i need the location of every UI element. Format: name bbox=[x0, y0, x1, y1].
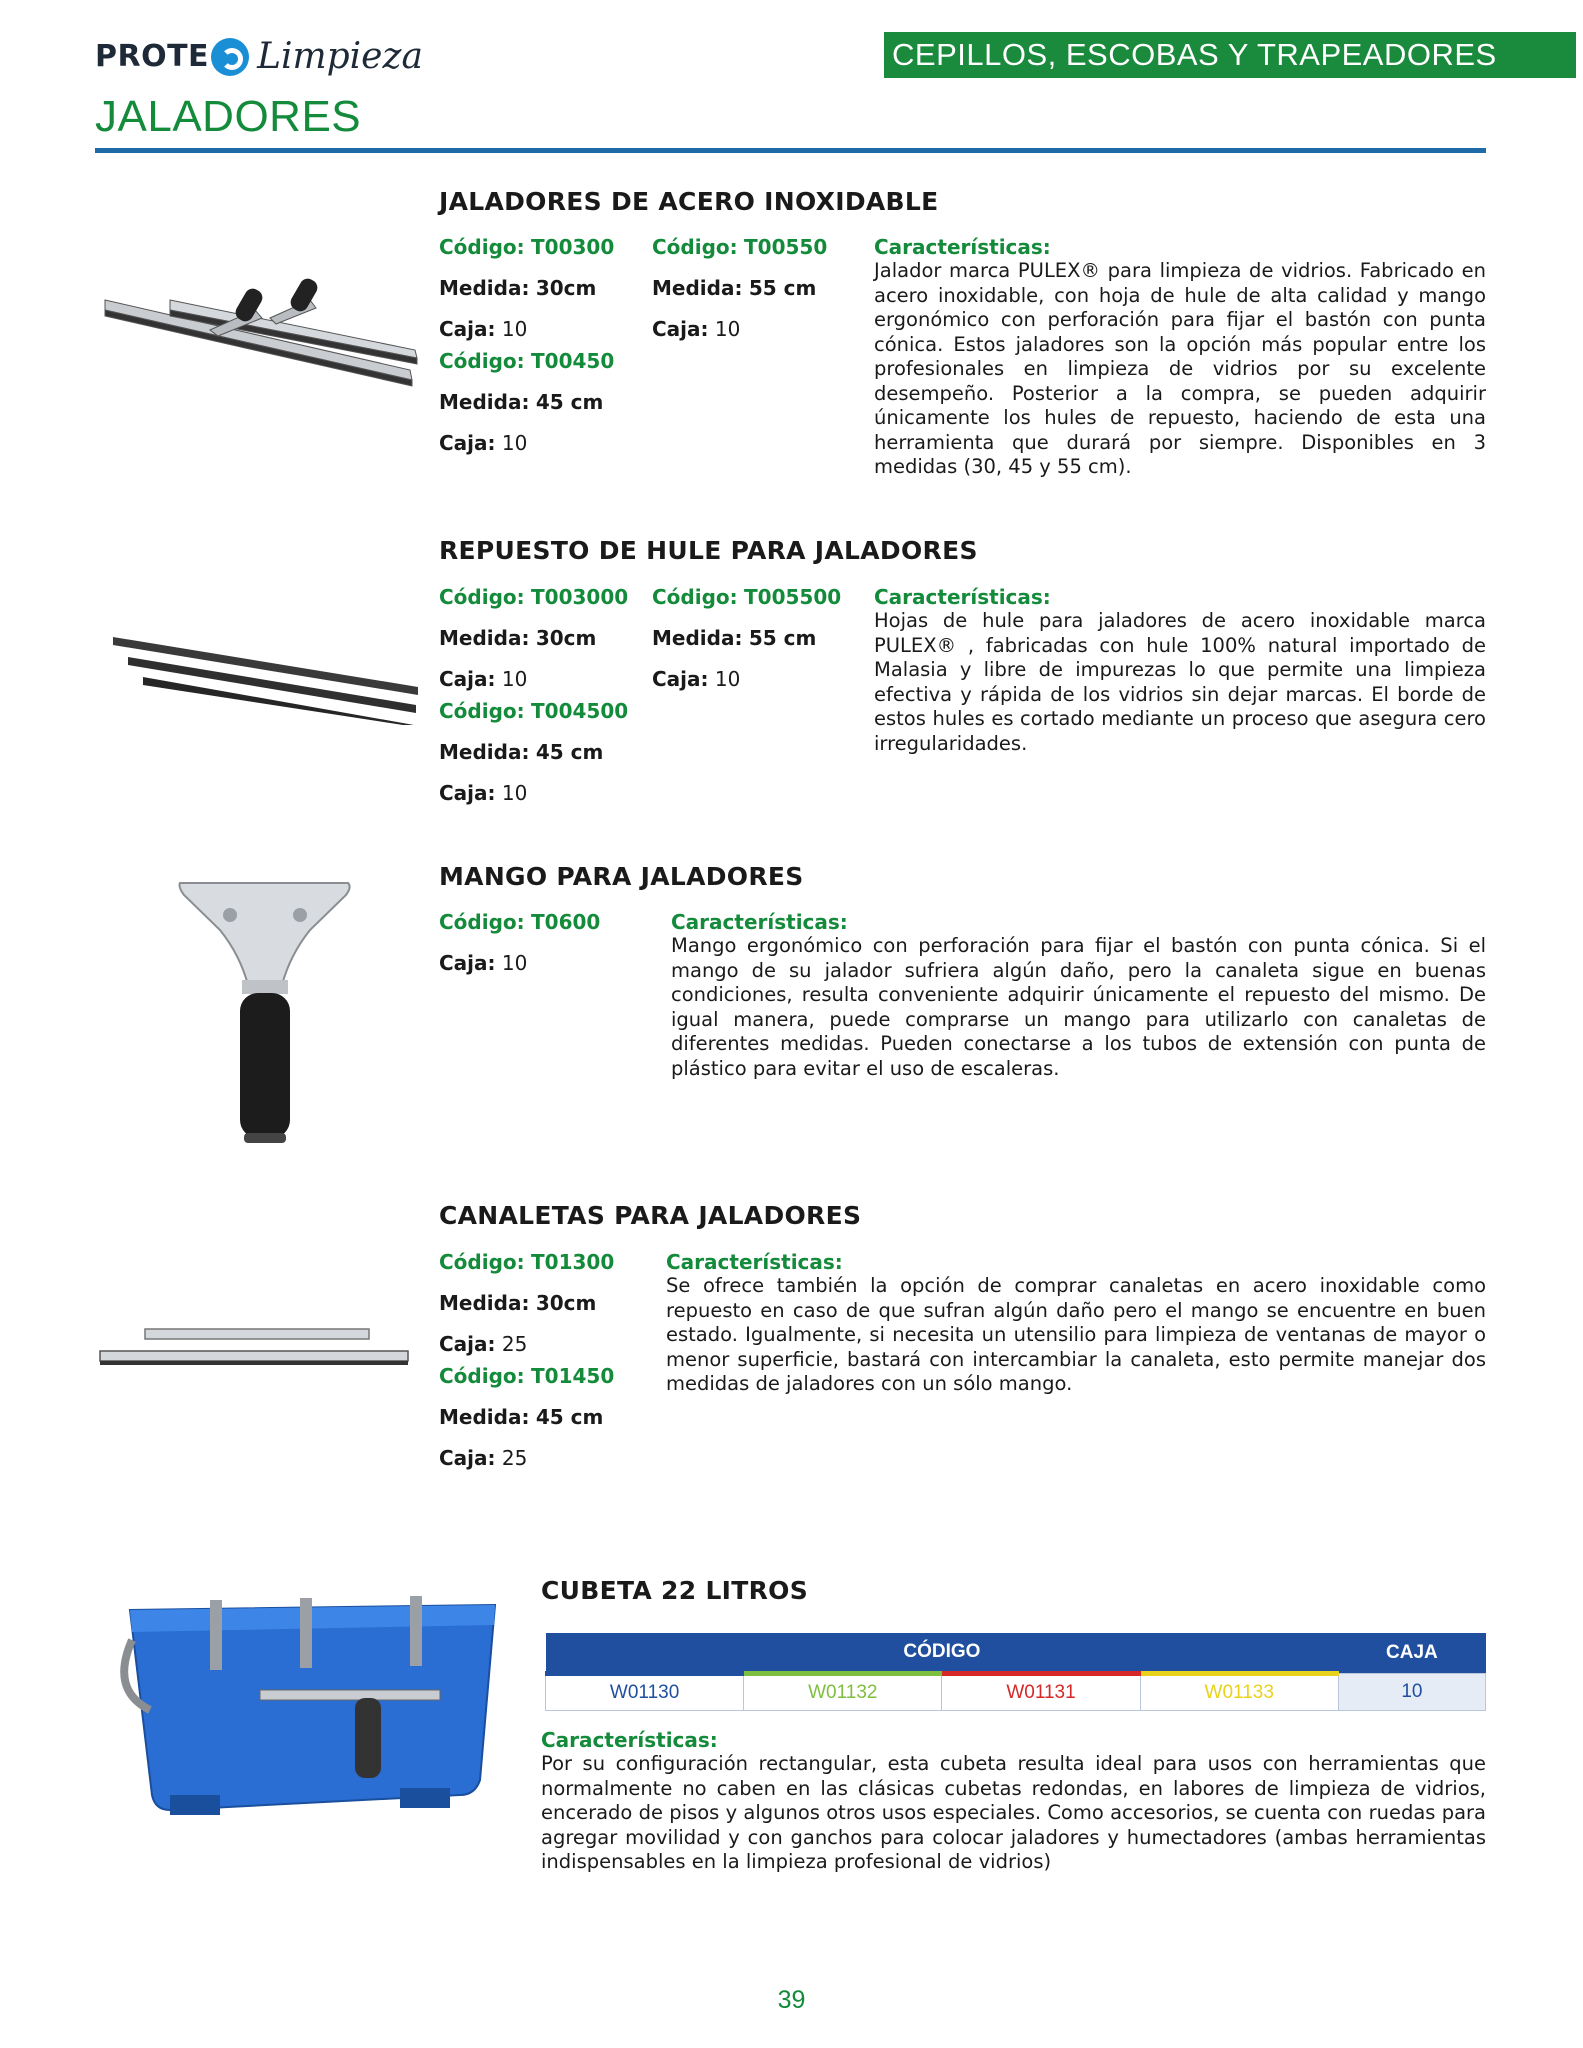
medida-value: 55 cm bbox=[748, 626, 817, 650]
codigo-label: Código: bbox=[652, 235, 738, 259]
medida-label: Medida: bbox=[439, 390, 530, 414]
medida-value: 30cm bbox=[535, 1291, 597, 1315]
codigo-label: Código: bbox=[439, 1250, 525, 1274]
product-spec-block bbox=[652, 585, 841, 691]
caja-label: Caja: bbox=[439, 317, 496, 341]
description-block bbox=[874, 235, 1486, 480]
caracteristicas-label: Características: bbox=[874, 585, 1051, 609]
bucket-image bbox=[110, 1580, 500, 1850]
medida-value: 45 cm bbox=[535, 740, 604, 764]
codigo-label: Código: bbox=[439, 699, 525, 723]
brand-script: Limpieza bbox=[257, 36, 423, 77]
cubeta-code-table bbox=[545, 1633, 1486, 1711]
codigo-label: Código: bbox=[439, 1364, 525, 1388]
caja-value: 10 bbox=[501, 667, 528, 691]
medida-value: 30cm bbox=[535, 626, 597, 650]
medida-value: 55 cm bbox=[748, 276, 817, 300]
caja-label: Caja: bbox=[439, 781, 496, 805]
product-spec-block bbox=[652, 235, 827, 341]
section-title: CUBETA 22 LITROS bbox=[541, 1576, 809, 1605]
caja-label: Caja: bbox=[652, 317, 709, 341]
section-title: JALADORES DE ACERO INOXIDABLE bbox=[439, 187, 939, 216]
medida-label: Medida: bbox=[439, 1405, 530, 1429]
caja-cell: 10 bbox=[1338, 1674, 1485, 1711]
codigo-label: Código: bbox=[652, 585, 738, 609]
codigo-label: Código: bbox=[439, 910, 525, 934]
codigo-value: T003000 bbox=[531, 585, 629, 609]
section-title: CANALETAS PARA JALADORES bbox=[439, 1201, 862, 1230]
handle-image bbox=[170, 875, 360, 1150]
medida-label: Medida: bbox=[652, 276, 743, 300]
product-spec-block bbox=[439, 235, 614, 455]
caja-value: 10 bbox=[501, 951, 528, 975]
codigo-value: T00450 bbox=[531, 349, 615, 373]
brand-logo bbox=[95, 36, 423, 77]
description-text: Jalador marca PULEX® para limpieza de vidrios. Fabricado en acero inoxidable, con hoja de hule de alta calidad y mango ergonómico con perforación para fijar el bastón con punta cónica. Estos jaladores son la opción más popular entre los profesionales en limpieza de vidrios por su excelente desempeño. Posterior a la compra, se pueden adquirir únicamente los hules de repuesto, haciendo de esta una herramienta que durará por siempre. Disponibles en 3 medidas (30, 45 y 55 cm). bbox=[874, 259, 1486, 478]
category-banner: CEPILLOS, ESCOBAS Y TRAPEADORES bbox=[884, 32, 1576, 78]
codigo-value: T004500 bbox=[531, 699, 629, 723]
codigo-value: T005500 bbox=[744, 585, 842, 609]
page-number: 39 bbox=[777, 1986, 806, 2014]
codigo-header: CÓDIGO bbox=[546, 1633, 1339, 1674]
codigo-label: Código: bbox=[439, 585, 525, 609]
description-block bbox=[666, 1250, 1486, 1397]
codigo-value: T00300 bbox=[531, 235, 615, 259]
codigo-label: Código: bbox=[439, 235, 525, 259]
medida-value: 45 cm bbox=[535, 1405, 604, 1429]
caja-value: 25 bbox=[501, 1332, 528, 1356]
medida-label: Medida: bbox=[439, 740, 530, 764]
brand-g-icon bbox=[211, 38, 249, 76]
caracteristicas-label: Características: bbox=[671, 910, 848, 934]
description-block bbox=[541, 1728, 1486, 1875]
description-text: Se ofrece también la opción de comprar canaletas en acero inoxidable como repuesto en caso de que sufran algún daño pero el mango se encuentre en buen estado. Igualmente, si necesita un utensilio para limpieza de ventanas de mayor o menor superficie, bastará con intercambiar la canaleta, esto permite manejar dos medidas de jaladores con un sólo mango. bbox=[666, 1274, 1486, 1395]
medida-value: 30cm bbox=[535, 276, 597, 300]
codigo-value: T01300 bbox=[531, 1250, 615, 1274]
caja-value: 10 bbox=[714, 317, 741, 341]
section-title: MANGO PARA JALADORES bbox=[439, 862, 804, 891]
description-block bbox=[671, 910, 1486, 1081]
caja-value: 25 bbox=[501, 1446, 528, 1470]
header-divider bbox=[95, 148, 1486, 153]
caja-label: Caja: bbox=[439, 1332, 496, 1356]
code-cell: W01133 bbox=[1140, 1674, 1338, 1711]
codigo-value: T01450 bbox=[531, 1364, 615, 1388]
caja-label: Caja: bbox=[652, 667, 709, 691]
caja-value: 10 bbox=[501, 781, 528, 805]
codigo-value: T0600 bbox=[531, 910, 601, 934]
caracteristicas-label: Características: bbox=[874, 235, 1051, 259]
caja-value: 10 bbox=[501, 431, 528, 455]
brand-name: PROTE bbox=[95, 39, 210, 74]
medida-label: Medida: bbox=[652, 626, 743, 650]
medida-label: Medida: bbox=[439, 276, 530, 300]
medida-label: Medida: bbox=[439, 626, 530, 650]
codigo-value: T00550 bbox=[744, 235, 828, 259]
caja-label: Caja: bbox=[439, 1446, 496, 1470]
caja-label: Caja: bbox=[439, 951, 496, 975]
description-block bbox=[874, 585, 1486, 756]
code-cell: W01132 bbox=[744, 1674, 942, 1711]
caja-value: 10 bbox=[501, 317, 528, 341]
caja-value: 10 bbox=[714, 667, 741, 691]
description-text: Por su configuración rectangular, esta cubeta resulta ideal para usos con herramientas que normalmente no caben en las clásicas cubetas redondas, en labores de limpieza de vidrios, encerado de pisos y algunos otros usos especiales. Como accesorios, se cuenta con ruedas para agregar movilidad y con ganchos para colocar jaladores y humectadores (ambas herramientas indispensables en la limpieza profesional de vidrios) bbox=[541, 1752, 1486, 1873]
medida-label: Medida: bbox=[439, 1291, 530, 1315]
product-spec-block bbox=[439, 585, 628, 805]
page-title: JALADORES bbox=[95, 92, 362, 141]
caja-label: Caja: bbox=[439, 667, 496, 691]
channels-image bbox=[95, 1325, 415, 1370]
code-cell: W01130 bbox=[546, 1674, 744, 1711]
product-spec-block bbox=[439, 910, 600, 975]
codigo-label: Código: bbox=[439, 349, 525, 373]
squeegee-image bbox=[100, 270, 425, 395]
product-spec-block bbox=[439, 1250, 614, 1470]
caracteristicas-label: Características: bbox=[541, 1728, 718, 1752]
caracteristicas-label: Características: bbox=[666, 1250, 843, 1274]
caja-label: Caja: bbox=[439, 431, 496, 455]
description-text: Hojas de hule para jaladores de acero inoxidable marca PULEX® , fabricadas con hule 100% natural importado de Malasia y libre de impurezas lo que permite una limpieza efectiva y rápida de los vidrios sin dejar marcas. El borde de estos hules es cortado mediante un proceso que asegura cero irregularidades. bbox=[874, 609, 1486, 755]
description-text: Mango ergonómico con perforación para fijar el bastón con punta cónica. Si el mango de su jalador sufriera algún daño, pero la canaleta sigue en buenas condiciones, resulta conveniente adquirir únicamente el repuesto del mismo. De igual manera, puede comprarse un mango para utilizarlo con canaletas de diferentes medidas. Pueden conectarse a los tubos de extensión con punta de plástico para evitar el uso de escaleras. bbox=[671, 934, 1486, 1080]
medida-value: 45 cm bbox=[535, 390, 604, 414]
code-cell: W01131 bbox=[942, 1674, 1140, 1711]
rubber-blades-image bbox=[103, 625, 428, 725]
section-title: REPUESTO DE HULE PARA JALADORES bbox=[439, 536, 978, 565]
caja-header: CAJA bbox=[1338, 1633, 1485, 1674]
